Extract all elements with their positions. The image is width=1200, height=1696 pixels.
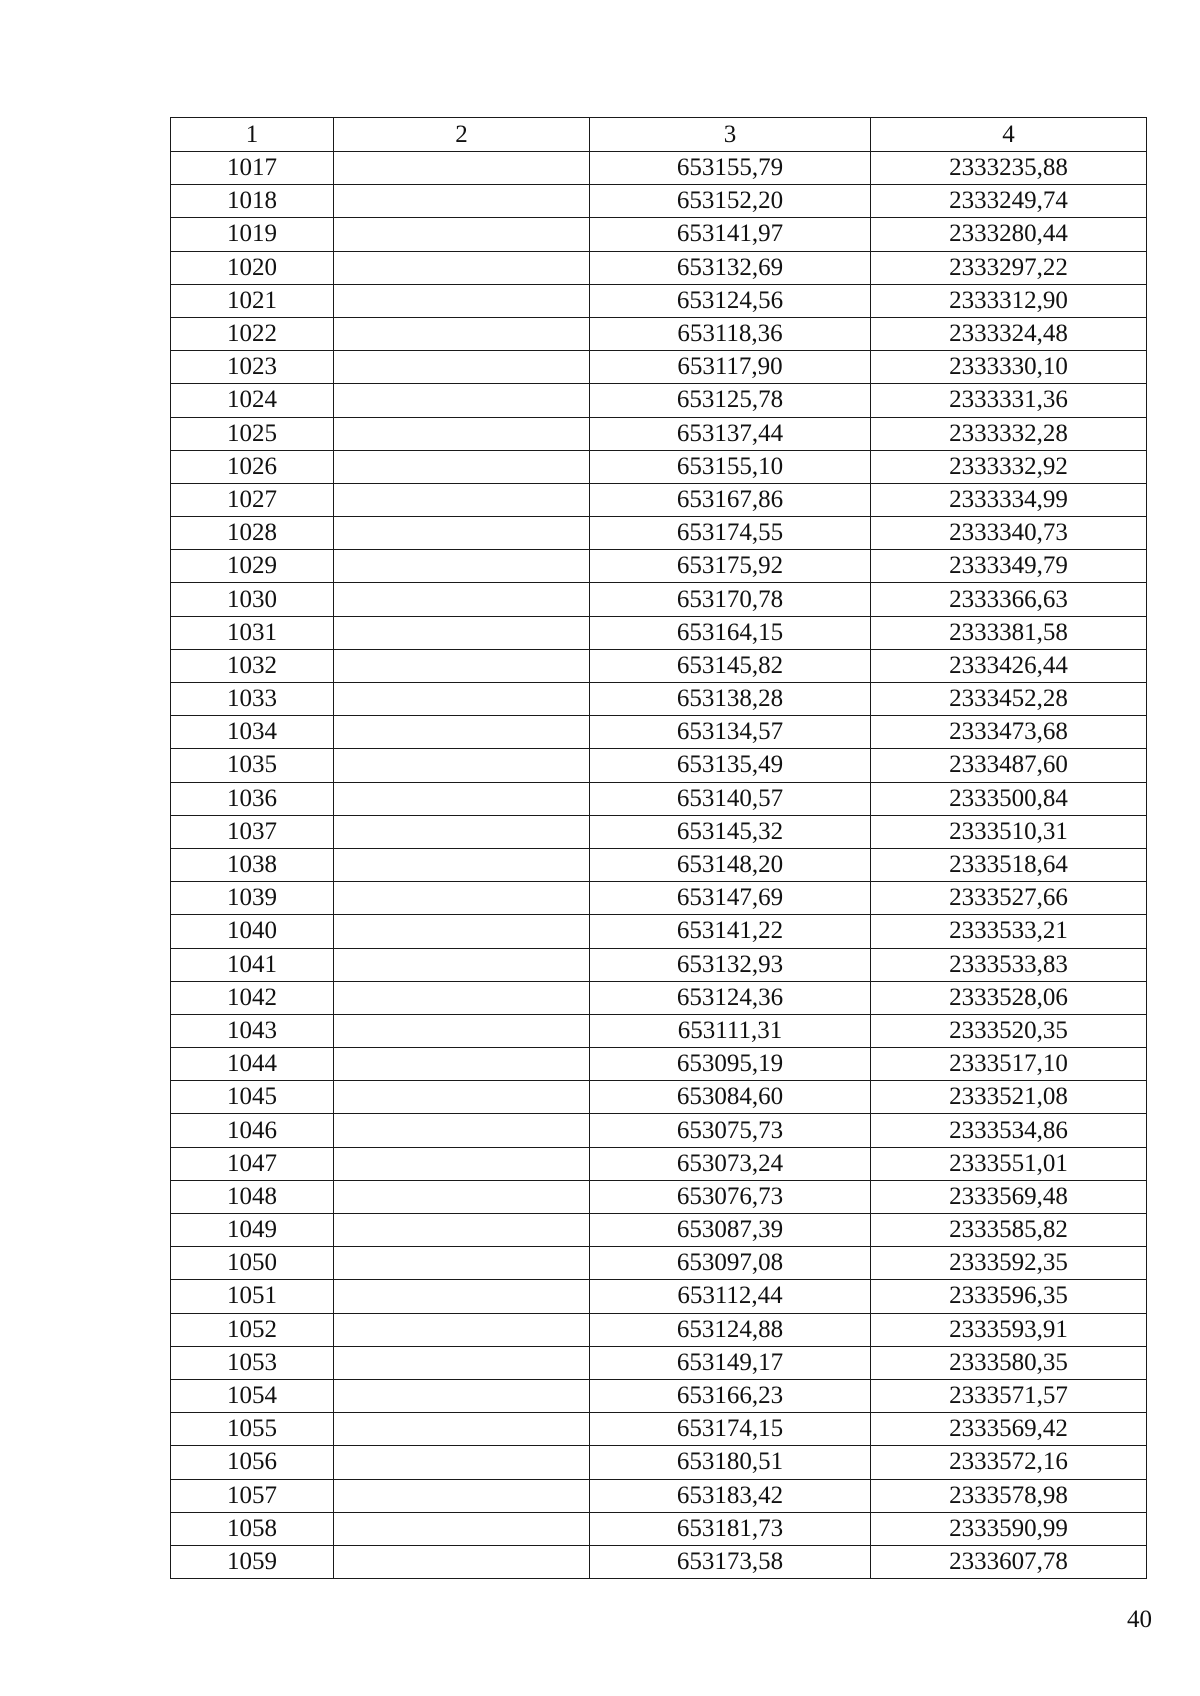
name-cell xyxy=(334,583,590,616)
name-cell xyxy=(334,1081,590,1114)
name-cell xyxy=(334,1180,590,1213)
table-row xyxy=(171,882,1147,915)
point-number-cell: 1025 xyxy=(171,417,334,450)
name-cell xyxy=(334,915,590,948)
point-number-cell: 1026 xyxy=(171,450,334,483)
name-cell xyxy=(334,1048,590,1081)
column-header-2: 2 xyxy=(334,118,590,152)
y-coordinate-cell: 2333426,44 xyxy=(871,649,1147,682)
point-number-cell: 1039 xyxy=(171,882,334,915)
point-number-cell: 1053 xyxy=(171,1346,334,1379)
name-cell xyxy=(334,1512,590,1545)
table-row xyxy=(171,649,1147,682)
y-coordinate-cell: 2333578,98 xyxy=(871,1479,1147,1512)
x-coordinate-cell: 653073,24 xyxy=(590,1147,871,1180)
x-coordinate-cell: 653134,57 xyxy=(590,716,871,749)
name-cell xyxy=(334,384,590,417)
y-coordinate-cell: 2333473,68 xyxy=(871,716,1147,749)
table-row xyxy=(171,152,1147,185)
x-coordinate-cell: 653084,60 xyxy=(590,1081,871,1114)
table-row xyxy=(171,915,1147,948)
y-coordinate-cell: 2333520,35 xyxy=(871,1014,1147,1047)
x-coordinate-cell: 653141,22 xyxy=(590,915,871,948)
table-row xyxy=(171,1081,1147,1114)
x-coordinate-cell: 653152,20 xyxy=(590,185,871,218)
name-cell xyxy=(334,152,590,185)
x-coordinate-cell: 653132,93 xyxy=(590,948,871,981)
table-body xyxy=(171,152,1147,1579)
point-number-cell: 1055 xyxy=(171,1413,334,1446)
x-coordinate-cell: 653164,15 xyxy=(590,616,871,649)
point-number-cell: 1029 xyxy=(171,550,334,583)
x-coordinate-cell: 653138,28 xyxy=(590,683,871,716)
x-coordinate-cell: 653118,36 xyxy=(590,317,871,350)
name-cell xyxy=(334,251,590,284)
name-cell xyxy=(334,1346,590,1379)
point-number-cell: 1042 xyxy=(171,981,334,1014)
table-row xyxy=(171,517,1147,550)
table-row xyxy=(171,384,1147,417)
y-coordinate-cell: 2333590,99 xyxy=(871,1512,1147,1545)
x-coordinate-cell: 653124,56 xyxy=(590,284,871,317)
point-number-cell: 1040 xyxy=(171,915,334,948)
name-cell xyxy=(334,948,590,981)
x-coordinate-cell: 653124,36 xyxy=(590,981,871,1014)
name-cell xyxy=(334,1379,590,1412)
name-cell xyxy=(334,1114,590,1147)
coordinates-table xyxy=(170,117,1147,1579)
x-coordinate-cell: 653147,69 xyxy=(590,882,871,915)
point-number-cell: 1044 xyxy=(171,1048,334,1081)
table-row xyxy=(171,1446,1147,1479)
y-coordinate-cell: 2333500,84 xyxy=(871,782,1147,815)
name-cell xyxy=(334,1214,590,1247)
point-number-cell: 1058 xyxy=(171,1512,334,1545)
point-number-cell: 1050 xyxy=(171,1247,334,1280)
y-coordinate-cell: 2333297,22 xyxy=(871,251,1147,284)
point-number-cell: 1023 xyxy=(171,351,334,384)
table-row xyxy=(171,683,1147,716)
x-coordinate-cell: 653087,39 xyxy=(590,1214,871,1247)
point-number-cell: 1049 xyxy=(171,1214,334,1247)
point-number-cell: 1043 xyxy=(171,1014,334,1047)
y-coordinate-cell: 2333332,92 xyxy=(871,450,1147,483)
table-row xyxy=(171,284,1147,317)
table-row xyxy=(171,1479,1147,1512)
x-coordinate-cell: 653183,42 xyxy=(590,1479,871,1512)
table-row xyxy=(171,616,1147,649)
table-row xyxy=(171,351,1147,384)
name-cell xyxy=(334,351,590,384)
point-number-cell: 1019 xyxy=(171,218,334,251)
x-coordinate-cell: 653148,20 xyxy=(590,848,871,881)
point-number-cell: 1033 xyxy=(171,683,334,716)
y-coordinate-cell: 2333517,10 xyxy=(871,1048,1147,1081)
y-coordinate-cell: 2333593,91 xyxy=(871,1313,1147,1346)
y-coordinate-cell: 2333528,06 xyxy=(871,981,1147,1014)
table-row xyxy=(171,1379,1147,1412)
table-row xyxy=(171,417,1147,450)
y-coordinate-cell: 2333585,82 xyxy=(871,1214,1147,1247)
name-cell xyxy=(334,616,590,649)
point-number-cell: 1045 xyxy=(171,1081,334,1114)
name-cell xyxy=(334,749,590,782)
x-coordinate-cell: 653117,90 xyxy=(590,351,871,384)
x-coordinate-cell: 653111,31 xyxy=(590,1014,871,1047)
y-coordinate-cell: 2333596,35 xyxy=(871,1280,1147,1313)
y-coordinate-cell: 2333312,90 xyxy=(871,284,1147,317)
x-coordinate-cell: 653135,49 xyxy=(590,749,871,782)
x-coordinate-cell: 653173,58 xyxy=(590,1545,871,1578)
x-coordinate-cell: 653167,86 xyxy=(590,483,871,516)
name-cell xyxy=(334,716,590,749)
name-cell xyxy=(334,1014,590,1047)
name-cell xyxy=(334,550,590,583)
x-coordinate-cell: 653124,88 xyxy=(590,1313,871,1346)
point-number-cell: 1047 xyxy=(171,1147,334,1180)
table-row xyxy=(171,1014,1147,1047)
name-cell xyxy=(334,882,590,915)
y-coordinate-cell: 2333381,58 xyxy=(871,616,1147,649)
table-row xyxy=(171,483,1147,516)
point-number-cell: 1056 xyxy=(171,1446,334,1479)
table-row xyxy=(171,218,1147,251)
y-coordinate-cell: 2333521,08 xyxy=(871,1081,1147,1114)
name-cell xyxy=(334,1280,590,1313)
y-coordinate-cell: 2333249,74 xyxy=(871,185,1147,218)
y-coordinate-cell: 2333569,42 xyxy=(871,1413,1147,1446)
name-cell xyxy=(334,1545,590,1578)
y-coordinate-cell: 2333331,36 xyxy=(871,384,1147,417)
x-coordinate-cell: 653170,78 xyxy=(590,583,871,616)
table-row xyxy=(171,1313,1147,1346)
table-row xyxy=(171,1346,1147,1379)
table-row xyxy=(171,450,1147,483)
name-cell xyxy=(334,185,590,218)
name-cell xyxy=(334,517,590,550)
x-coordinate-cell: 653075,73 xyxy=(590,1114,871,1147)
y-coordinate-cell: 2333527,66 xyxy=(871,882,1147,915)
y-coordinate-cell: 2333569,48 xyxy=(871,1180,1147,1213)
x-coordinate-cell: 653137,44 xyxy=(590,417,871,450)
table-row xyxy=(171,815,1147,848)
y-coordinate-cell: 2333366,63 xyxy=(871,583,1147,616)
point-number-cell: 1036 xyxy=(171,782,334,815)
x-coordinate-cell: 653140,57 xyxy=(590,782,871,815)
table-row xyxy=(171,981,1147,1014)
point-number-cell: 1027 xyxy=(171,483,334,516)
point-number-cell: 1017 xyxy=(171,152,334,185)
point-number-cell: 1024 xyxy=(171,384,334,417)
point-number-cell: 1028 xyxy=(171,517,334,550)
point-number-cell: 1057 xyxy=(171,1479,334,1512)
y-coordinate-cell: 2333607,78 xyxy=(871,1545,1147,1578)
x-coordinate-cell: 653125,78 xyxy=(590,384,871,417)
name-cell xyxy=(334,483,590,516)
table-row xyxy=(171,583,1147,616)
table-row xyxy=(171,716,1147,749)
name-cell xyxy=(334,981,590,1014)
table-row xyxy=(171,1545,1147,1578)
y-coordinate-cell: 2333518,64 xyxy=(871,848,1147,881)
name-cell xyxy=(334,815,590,848)
x-coordinate-cell: 653132,69 xyxy=(590,251,871,284)
y-coordinate-cell: 2333280,44 xyxy=(871,218,1147,251)
y-coordinate-cell: 2333332,28 xyxy=(871,417,1147,450)
point-number-cell: 1032 xyxy=(171,649,334,682)
x-coordinate-cell: 653174,55 xyxy=(590,517,871,550)
y-coordinate-cell: 2333324,48 xyxy=(871,317,1147,350)
page-number: 40 xyxy=(1127,1606,1152,1633)
y-coordinate-cell: 2333551,01 xyxy=(871,1147,1147,1180)
x-coordinate-cell: 653155,10 xyxy=(590,450,871,483)
header-row xyxy=(171,118,1147,152)
point-number-cell: 1020 xyxy=(171,251,334,284)
table-row xyxy=(171,1114,1147,1147)
name-cell xyxy=(334,683,590,716)
name-cell xyxy=(334,1446,590,1479)
column-header-1: 1 xyxy=(171,118,334,152)
table-row xyxy=(171,1180,1147,1213)
table-row xyxy=(171,1512,1147,1545)
point-number-cell: 1038 xyxy=(171,848,334,881)
x-coordinate-cell: 653166,23 xyxy=(590,1379,871,1412)
y-coordinate-cell: 2333572,16 xyxy=(871,1446,1147,1479)
name-cell xyxy=(334,848,590,881)
column-header-4: 4 xyxy=(871,118,1147,152)
x-coordinate-cell: 653180,51 xyxy=(590,1446,871,1479)
table-row xyxy=(171,749,1147,782)
y-coordinate-cell: 2333534,86 xyxy=(871,1114,1147,1147)
table-row xyxy=(171,1247,1147,1280)
point-number-cell: 1059 xyxy=(171,1545,334,1578)
y-coordinate-cell: 2333235,88 xyxy=(871,152,1147,185)
point-number-cell: 1031 xyxy=(171,616,334,649)
table-row xyxy=(171,185,1147,218)
table-row xyxy=(171,251,1147,284)
table-row xyxy=(171,1048,1147,1081)
x-coordinate-cell: 653175,92 xyxy=(590,550,871,583)
y-coordinate-cell: 2333340,73 xyxy=(871,517,1147,550)
point-number-cell: 1030 xyxy=(171,583,334,616)
column-header-3: 3 xyxy=(590,118,871,152)
table-row xyxy=(171,782,1147,815)
table-row xyxy=(171,948,1147,981)
x-coordinate-cell: 653112,44 xyxy=(590,1280,871,1313)
table-row xyxy=(171,1214,1147,1247)
name-cell xyxy=(334,1313,590,1346)
y-coordinate-cell: 2333349,79 xyxy=(871,550,1147,583)
y-coordinate-cell: 2333510,31 xyxy=(871,815,1147,848)
point-number-cell: 1041 xyxy=(171,948,334,981)
x-coordinate-cell: 653145,32 xyxy=(590,815,871,848)
y-coordinate-cell: 2333571,57 xyxy=(871,1379,1147,1412)
name-cell xyxy=(334,782,590,815)
x-coordinate-cell: 653076,73 xyxy=(590,1180,871,1213)
y-coordinate-cell: 2333533,21 xyxy=(871,915,1147,948)
table-row xyxy=(171,1413,1147,1446)
name-cell xyxy=(334,417,590,450)
point-number-cell: 1052 xyxy=(171,1313,334,1346)
y-coordinate-cell: 2333487,60 xyxy=(871,749,1147,782)
table-header xyxy=(171,118,1147,152)
x-coordinate-cell: 653145,82 xyxy=(590,649,871,682)
y-coordinate-cell: 2333592,35 xyxy=(871,1247,1147,1280)
name-cell xyxy=(334,1247,590,1280)
y-coordinate-cell: 2333452,28 xyxy=(871,683,1147,716)
table-row xyxy=(171,1280,1147,1313)
name-cell xyxy=(334,649,590,682)
name-cell xyxy=(334,284,590,317)
x-coordinate-cell: 653174,15 xyxy=(590,1413,871,1446)
point-number-cell: 1035 xyxy=(171,749,334,782)
y-coordinate-cell: 2333330,10 xyxy=(871,351,1147,384)
point-number-cell: 1034 xyxy=(171,716,334,749)
point-number-cell: 1037 xyxy=(171,815,334,848)
name-cell xyxy=(334,1413,590,1446)
y-coordinate-cell: 2333533,83 xyxy=(871,948,1147,981)
point-number-cell: 1054 xyxy=(171,1379,334,1412)
y-coordinate-cell: 2333334,99 xyxy=(871,483,1147,516)
x-coordinate-cell: 653141,97 xyxy=(590,218,871,251)
point-number-cell: 1051 xyxy=(171,1280,334,1313)
point-number-cell: 1046 xyxy=(171,1114,334,1147)
name-cell xyxy=(334,1147,590,1180)
table-row xyxy=(171,1147,1147,1180)
x-coordinate-cell: 653095,19 xyxy=(590,1048,871,1081)
point-number-cell: 1022 xyxy=(171,317,334,350)
name-cell xyxy=(334,317,590,350)
table-row xyxy=(171,848,1147,881)
name-cell xyxy=(334,450,590,483)
x-coordinate-cell: 653181,73 xyxy=(590,1512,871,1545)
point-number-cell: 1048 xyxy=(171,1180,334,1213)
name-cell xyxy=(334,218,590,251)
point-number-cell: 1021 xyxy=(171,284,334,317)
x-coordinate-cell: 653155,79 xyxy=(590,152,871,185)
y-coordinate-cell: 2333580,35 xyxy=(871,1346,1147,1379)
name-cell xyxy=(334,1479,590,1512)
point-number-cell: 1018 xyxy=(171,185,334,218)
x-coordinate-cell: 653097,08 xyxy=(590,1247,871,1280)
x-coordinate-cell: 653149,17 xyxy=(590,1346,871,1379)
table-row xyxy=(171,550,1147,583)
table-row xyxy=(171,317,1147,350)
